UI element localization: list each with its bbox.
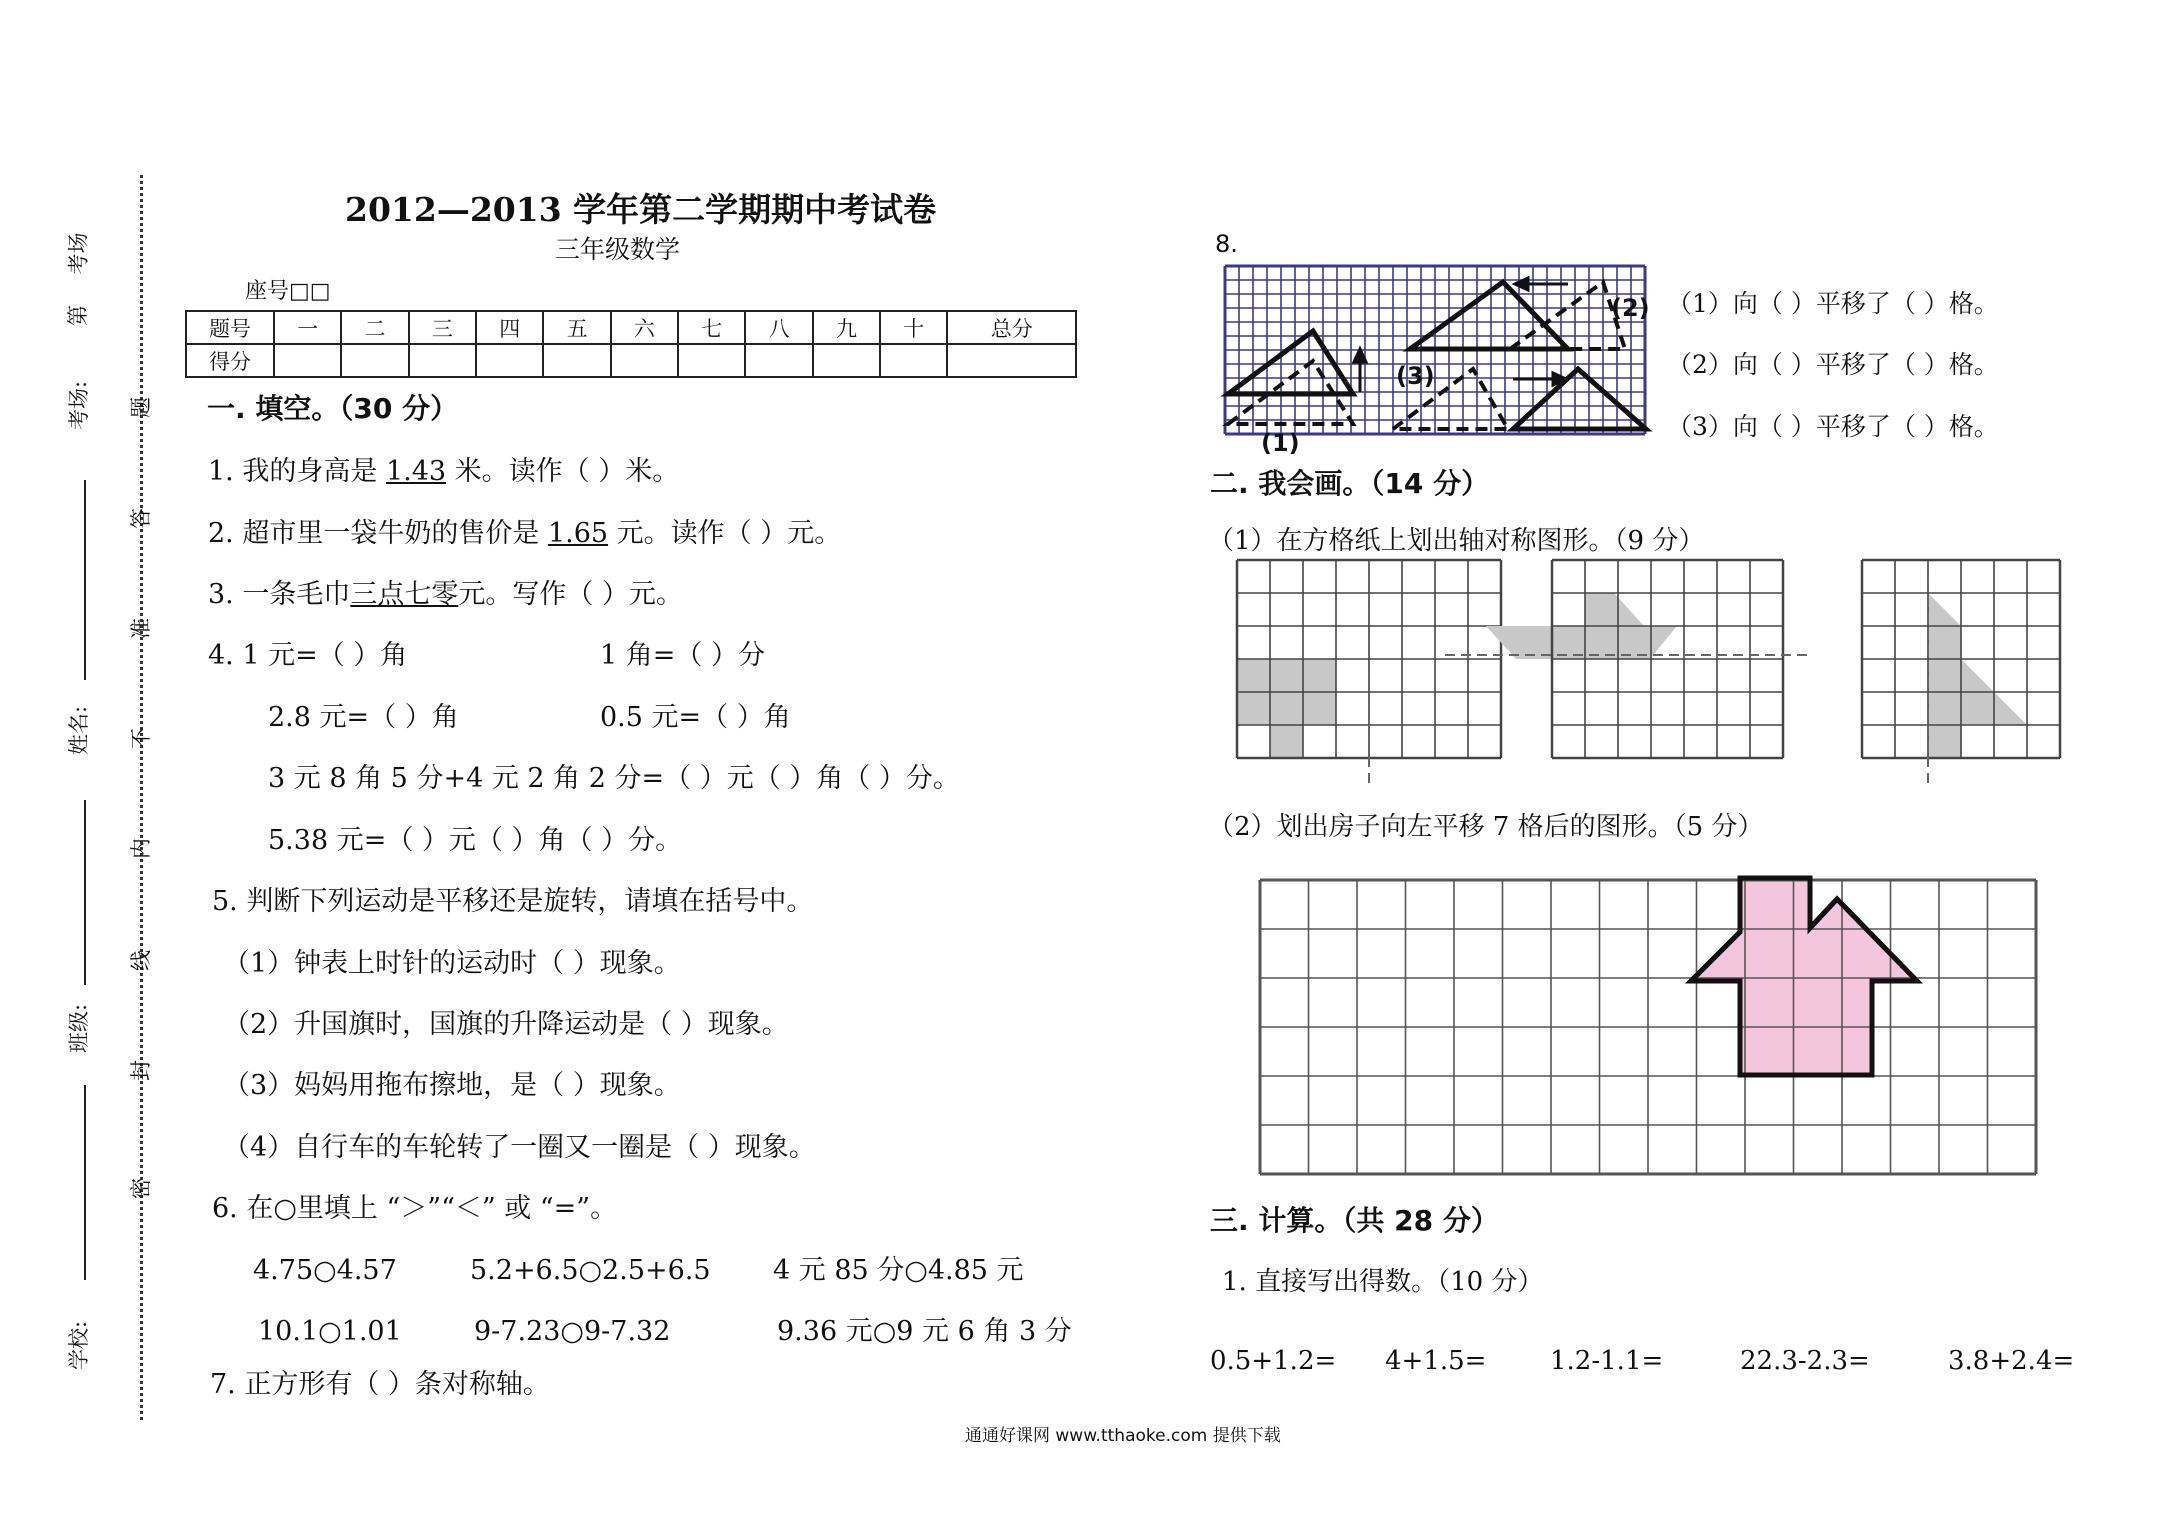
- seal-char: 准: [129, 618, 153, 639]
- question-8-number: 8.: [1215, 230, 1238, 258]
- margin-field-school: 学校:: [67, 1320, 92, 1371]
- score-cell: 题号: [186, 311, 274, 344]
- score-input-cell[interactable]: [678, 344, 745, 377]
- question-8-line3: （3）向（ ）平移了（ ）格。: [1667, 412, 1999, 441]
- question-5-2: （2）升国旗时，国旗的升降运动是（ ）现象。: [223, 1009, 789, 1040]
- figure-label-2: (2): [1611, 294, 1650, 322]
- translation-grid-figure: [1223, 264, 1650, 457]
- score-cell: 二: [341, 311, 408, 344]
- score-input-cell[interactable]: [611, 344, 678, 377]
- question-6-item: 10.1○1.01: [258, 1316, 402, 1347]
- section1-heading: 一. 填空。（30 分）: [207, 392, 459, 425]
- margin-field-name: 姓名:: [67, 705, 92, 756]
- section3-part1: 1. 直接写出得数。（10 分）: [1222, 1267, 1544, 1297]
- symmetry-grid-a: [1237, 560, 1501, 785]
- house-shape: [1688, 1000, 1700, 1075]
- q3-underlined: 三点七零: [350, 579, 459, 610]
- seal-char: 答: [129, 508, 153, 529]
- question-6: 6. 在○里填上 “＞”“＜” 或 “=”。: [212, 1193, 618, 1224]
- arrow-up-icon: [1354, 349, 1366, 362]
- score-input-cell[interactable]: [476, 344, 543, 377]
- score-cell: 总分: [947, 311, 1076, 344]
- question-6-item: 4.75○4.57: [253, 1255, 397, 1286]
- q2-underlined: 1.65: [547, 518, 609, 549]
- score-cell: 一: [274, 311, 341, 344]
- house-fill: [1691, 878, 1917, 1075]
- question-6-item: 9.36 元○9 元 6 角 3 分: [777, 1316, 1072, 1347]
- exam-title: 2012—2013 学年第二学期期中考试卷: [345, 190, 937, 229]
- question-3: [208, 581, 683, 608]
- seal-char: 内: [129, 838, 153, 859]
- section2-part1: （1）在方格纸上划出轴对称图形。（9 分）: [1208, 526, 1705, 556]
- score-cell: 七: [678, 311, 745, 344]
- calc-item: 4+1.5=: [1385, 1346, 1487, 1376]
- score-cell: 九: [813, 311, 880, 344]
- seat-number: 座号□□: [245, 279, 331, 304]
- section3-heading: 三. 计算。（共 28 分）: [1210, 1204, 1499, 1237]
- question-6-item: 5.2+6.5○2.5+6.5: [470, 1255, 711, 1286]
- score-input-cell[interactable]: [341, 344, 408, 377]
- triangle-2-original: [1410, 282, 1568, 349]
- question-5-4: （4）自行车的车轮转了一圈又一圈是（ ）现象。: [223, 1132, 816, 1163]
- score-input-cell[interactable]: [813, 344, 880, 377]
- score-cell: 六: [611, 311, 678, 344]
- question-8-line2: （2）向（ ）平移了（ ）格。: [1667, 350, 1999, 379]
- exam-subtitle: 三年级数学: [555, 235, 681, 264]
- q1-underlined: 1.43: [385, 456, 447, 487]
- margin-field-exam-room-2: 考场:: [67, 380, 92, 431]
- seal-char: 封: [129, 1060, 153, 1081]
- score-table-score-row: [186, 344, 1076, 377]
- question-8-line1: （1）向（ ）平移了（ ）格。: [1667, 289, 1999, 318]
- triangle-2-dashed: [1510, 282, 1625, 349]
- score-input-cell[interactable]: [274, 344, 341, 377]
- question-4-line1b: 1 角=（ ）分: [600, 640, 765, 671]
- score-table-header-row: [186, 311, 1076, 344]
- calc-item: 3.8+2.4=: [1948, 1346, 2075, 1376]
- margin-field-exam-room: 考场: [66, 232, 91, 275]
- symmetry-grid-c: [1862, 560, 2060, 785]
- question-4-line2b: 0.5 元=（ ）角: [600, 702, 791, 733]
- footer-source: 通通好课网 www.tthaoke.com 提供下载: [965, 1426, 1281, 1446]
- figure-label-1: (1): [1261, 429, 1300, 457]
- question-6-item: 9-7.23○9-7.32: [474, 1316, 671, 1347]
- margin-blank-line: [84, 480, 86, 680]
- seal-char: 题: [129, 397, 153, 418]
- question-5-1: （1）钟表上时针的运动时（ ）现象。: [223, 948, 681, 979]
- figure-label-3: (3): [1396, 362, 1435, 390]
- section2-part2: （2）划出房子向左平移 7 格后的图形。（5 分）: [1208, 812, 1764, 842]
- calc-item: 22.3-2.3=: [1740, 1346, 1870, 1376]
- seal-char: 不: [129, 728, 153, 749]
- question-4-line2a: 2.8 元=（ ）角: [268, 702, 459, 733]
- q3-text-b: 元。写作（ ）元。: [458, 579, 683, 610]
- seal-char: 密: [129, 1178, 153, 1199]
- score-cell: 得分: [186, 344, 274, 377]
- q1-text-b: 米。读作（ ）米。: [446, 456, 680, 487]
- margin-blank-line: [84, 1085, 86, 1280]
- triangle-1-original: [1228, 331, 1353, 394]
- score-table: [185, 310, 1077, 378]
- q2-text-a: 2. 超市里一袋牛奶的售价是: [208, 518, 548, 549]
- question-5: 5. 判断下列运动是平移还是旋转，请填在括号中。: [212, 886, 814, 917]
- section2-heading: 二. 我会画。（14 分）: [1210, 467, 1490, 500]
- question-2: [208, 520, 841, 547]
- q3-text-a: 3. 一条毛巾: [208, 579, 351, 610]
- margin-field-class: 班级:: [67, 1003, 92, 1054]
- question-5-3: （3）妈妈用拖布擦地，是（ ）现象。: [223, 1070, 681, 1101]
- q1-text-a: 1. 我的身高是: [208, 456, 386, 487]
- question-7: 7. 正方形有（ ）条对称轴。: [210, 1369, 550, 1400]
- question-4-line1a: 4. 1 元=（ ）角: [208, 640, 408, 671]
- seal-char: 线: [129, 950, 153, 971]
- calc-item: 0.5+1.2=: [1210, 1346, 1337, 1376]
- question-1: [208, 458, 679, 485]
- symmetry-grid-figures: [1230, 560, 2045, 790]
- margin-field-number: 第: [66, 305, 90, 326]
- score-cell: 五: [543, 311, 610, 344]
- house-grid-figure: [1255, 875, 2037, 1175]
- score-cell: 三: [409, 311, 476, 344]
- binding-dotted-line: [140, 175, 143, 1420]
- score-cell: 十: [880, 311, 947, 344]
- score-input-cell[interactable]: [543, 344, 610, 377]
- question-4-line4: 5.38 元=（ ）元（ ）角（ ）分。: [268, 825, 683, 856]
- score-cell: 四: [476, 311, 543, 344]
- margin-blank-line: [84, 800, 86, 985]
- calc-item: 1.2-1.1=: [1550, 1346, 1664, 1376]
- score-input-cell[interactable]: [745, 344, 812, 377]
- question-4-line3: 3 元 8 角 5 分+4 元 2 角 2 分=（ ）元（ ）角（ ）分。: [268, 763, 960, 794]
- score-input-cell[interactable]: [409, 344, 476, 377]
- score-input-cell[interactable]: [947, 344, 1076, 377]
- score-cell: 八: [745, 311, 812, 344]
- score-input-cell[interactable]: [880, 344, 947, 377]
- question-6-item: 4 元 85 分○4.85 元: [773, 1255, 1024, 1286]
- q2-text-b: 元。读作（ ）元。: [608, 518, 842, 549]
